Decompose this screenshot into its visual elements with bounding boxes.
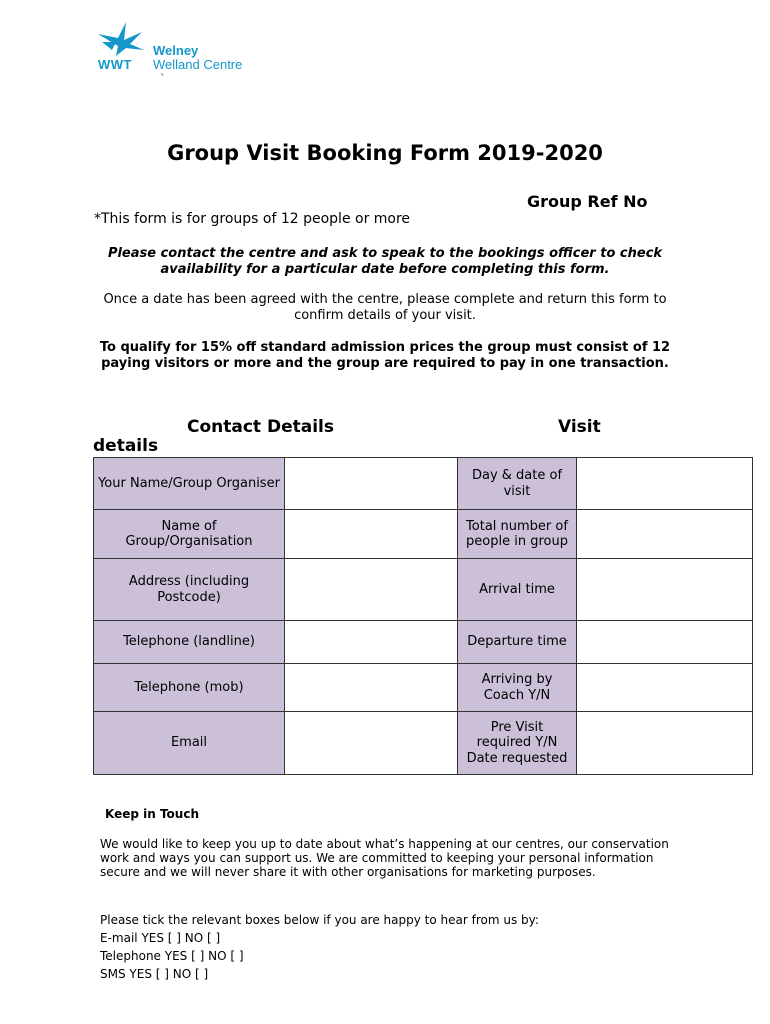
field-input-visit-date[interactable] bbox=[577, 458, 753, 510]
field-input-telephone-landline[interactable] bbox=[285, 621, 458, 664]
logo-centre-name: Welney bbox=[153, 43, 199, 58]
field-input-organisation[interactable] bbox=[285, 510, 458, 559]
keep-in-touch-text: We would like to keep you up to date about what’s happening at our centres, our conservation work and ways you can support us. We are committed to keeping your personal information secure and we will never share it with other organisations for marketing purposes. bbox=[100, 837, 669, 879]
field-label: Day & date of visit bbox=[458, 458, 577, 510]
group-size-note: *This form is for groups of 12 people or more bbox=[94, 211, 411, 227]
field-input-total-people[interactable] bbox=[577, 510, 753, 559]
field-input-organiser[interactable] bbox=[285, 458, 458, 510]
field-input-pre-visit[interactable] bbox=[577, 712, 753, 775]
field-label: Pre Visit required Y/N Date requested bbox=[458, 712, 577, 775]
page-title: Group Visit Booking Form 2019-2020 bbox=[167, 141, 603, 165]
field-input-address[interactable] bbox=[285, 559, 458, 621]
contact-details-heading: Contact Details bbox=[187, 417, 334, 437]
telephone-consent-option[interactable]: Telephone YES [ ] NO [ ] bbox=[100, 949, 244, 963]
contact-centre-paragraph: Please contact the centre and ask to speak to the bookings officer to check availability for a particular date before completing this form. bbox=[107, 246, 663, 277]
visit-heading: Visit bbox=[558, 417, 601, 437]
field-label: Total number of people in group bbox=[458, 510, 577, 559]
field-label: Arriving by Coach Y/N bbox=[458, 664, 577, 712]
keep-in-touch-heading: Keep in Touch bbox=[105, 807, 200, 821]
field-label: Arrival time bbox=[458, 559, 577, 621]
table-row bbox=[94, 621, 753, 664]
return-form-paragraph: Once a date has been agreed with the centre, please complete and return this form to confirm details of your visit. bbox=[103, 292, 667, 323]
field-input-departure-time[interactable] bbox=[577, 621, 753, 664]
field-label: Email bbox=[94, 712, 285, 775]
table-row bbox=[94, 458, 753, 510]
field-label: Telephone (landline) bbox=[94, 621, 285, 664]
group-ref-label: Group Ref No bbox=[527, 192, 648, 211]
field-label: Departure time bbox=[458, 621, 577, 664]
wwt-logo-bird-icon bbox=[96, 20, 146, 58]
logo-centre-subtitle: Welland Centre bbox=[153, 57, 243, 72]
field-label: Your Name/Group Organiser bbox=[94, 458, 285, 510]
field-input-coach[interactable] bbox=[577, 664, 753, 712]
field-label: Address (including Postcode) bbox=[94, 559, 285, 621]
tick-boxes-intro: Please tick the relevant boxes below if you are happy to hear from us by: bbox=[100, 913, 539, 927]
field-label: Telephone (mob) bbox=[94, 664, 285, 712]
field-input-email[interactable] bbox=[285, 712, 458, 775]
booking-form-table bbox=[93, 457, 753, 775]
details-heading: details bbox=[93, 436, 159, 456]
stray-mark: ` bbox=[160, 72, 166, 85]
table-row bbox=[94, 559, 753, 621]
field-input-telephone-mob[interactable] bbox=[285, 664, 458, 712]
logo-wwt-text: WWT bbox=[98, 57, 132, 72]
discount-paragraph: To qualify for 15% off standard admission prices the group must consist of 12 paying visitors or more and the group are required to pay in one transaction. bbox=[99, 340, 671, 371]
table-row bbox=[94, 712, 753, 775]
email-consent-option[interactable]: E-mail YES [ ] NO [ ] bbox=[100, 931, 221, 945]
table-row bbox=[94, 510, 753, 559]
sms-consent-option[interactable]: SMS YES [ ] NO [ ] bbox=[100, 967, 209, 981]
field-label: Name of Group/Organisation bbox=[94, 510, 285, 559]
field-input-arrival-time[interactable] bbox=[577, 559, 753, 621]
table-row bbox=[94, 664, 753, 712]
